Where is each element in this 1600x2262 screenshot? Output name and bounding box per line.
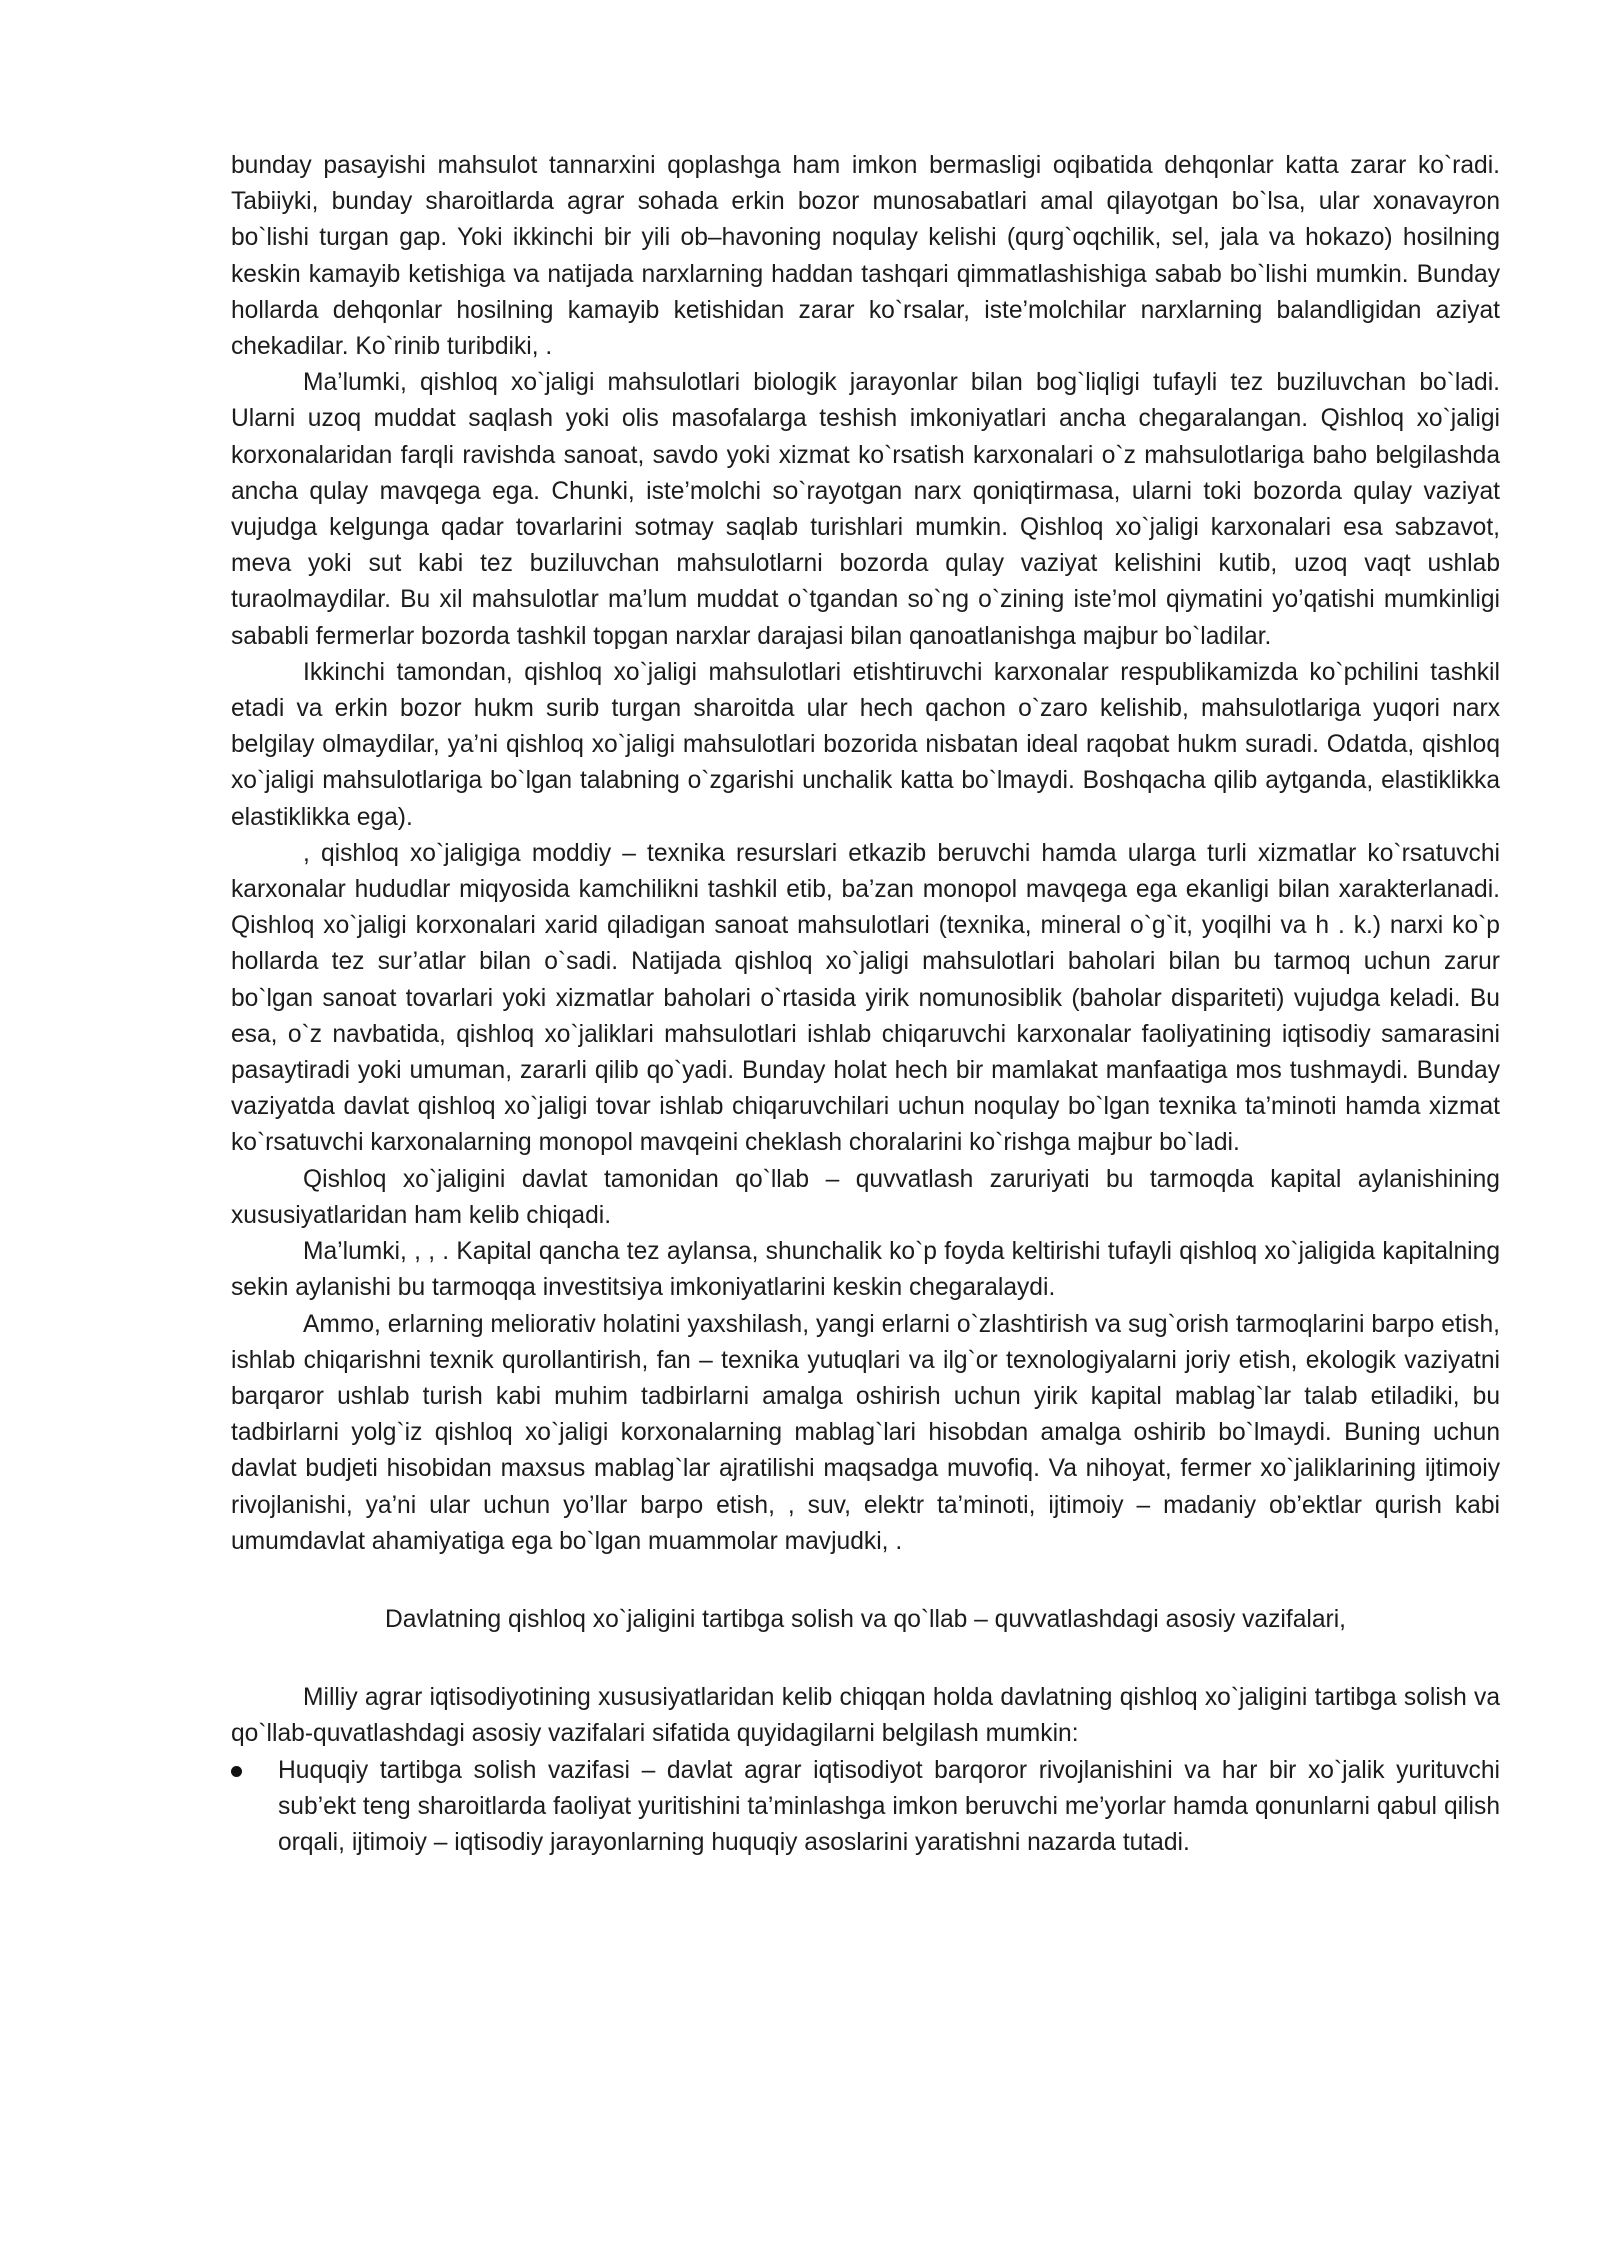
bullet-list-item bbox=[231, 1753, 1500, 1862]
bullet-list bbox=[231, 1753, 1500, 1862]
body-paragraph: Milliy agrar iqtisodiyotining xususiyatlaridan kelib chiqqan holda davlatning qishloq xo`jaligini tartibga solish va qo`llab-quvatlashdagi asosiy vazifalari sifatida quyidagilarni belgilash mumkin: bbox=[231, 1684, 1500, 1748]
body-paragraph: Ammo, erlarning meliorativ holatini yaxshilash, yangi erlarni o`zlashtirish va sug`orish tarmoqlarini barpo etish, ishlab chiqarishni texnik qurollantirish, fan – texnika yutuqlari va ilg`or texnologiyalarni joriy etish, ekologik vaziyatni barqaror ushlab turish kabi muhim tadbirlarni amalga oshirish uchun yirik kapital mablag`lar talab etiladiki, bu tadbirlarni yolg`iz qishloq xo`jaligi korxonalarning mablag`lari hisobdan amalga oshirib bo`lmaydi. Buning uchun davlat budjeti hisobidan maxsus mablag`lar ajratilishi maqsadga muvofiq. Va nihoyat, fermer xo`jaliklarining ijtimoiy rivojlanishi, ya’ni ular uchun yo’llar barpo etish, , suv, elektr ta’minoti, ijtimoiy – madaniy ob’ektlar qurish kabi umumdavlat ahamiyatiga ega bo`lgan muammolar mavjudki, . bbox=[231, 1310, 1500, 1555]
body-paragraph: Ikkinchi tamondan, qishloq xo`jaligi mahsulotlari etishtiruvchi karxonalar respublikamizda ko`pchilini tashkil etadi va erkin bozor hukm surib turgan sharoitda ular hech qachon o`zaro kelishib, mahsulotlariga yuqori narx belgilay olmaydilar, ya’ni qishloq xo`jaligi mahsulotlari bozorida nisbatan ideal raqobat hukm suradi. Odatda, qishloq xo`jaligi mahsulotlariga bo`lgan talabning o`zgarishi unchalik katta bo`lmaydi. Boshqacha qilib aytganda, elastiklikka elastiklikka ega). bbox=[231, 658, 1500, 831]
body-paragraph: bunday pasayishi mahsulot tannarxini qoplashga ham imkon bermasligi oqibatida dehqonlar katta zarar ko`radi. Tabiiyki, bunday sharoitlarda agrar sohada erkin bozor munosabatlari amal qilayotgan bo`lsa, ular xonavayron bo`lishi turgan gap. Yoki ikkinchi bir yili ob–havoning noqulay kelishi (qurg`oqchilik, sel, jala va hokazo) hosilning keskin kamayib ketishiga va natijada narxlarning haddan tashqari qimmatlashishiga sabab bo`lishi mumkin. Bunday hollarda dehqonlar hosilning kamayib ketishidan zarar ko`rsalar, iste’molchilar narxlarning balandligidan aziyat chekadilar. Ko`rinib turibdiki, . bbox=[231, 152, 1500, 361]
bullet-text: Huquqiy tartibga solish vazifasi – davlat agrar iqtisodiyot barqoror rivojlanishini va har bir xo`jalik yurituvchi sub’ekt teng sharoitlarda faoliyat yuritishini ta’minlashga imkon beruvchi me’yorlar hamda qonunlarni qabul qilish orqali, ijtimoiy – iqtisodiy jarayonlarning huquqiy asoslarini yaratishni nazarda tutadi. bbox=[278, 1756, 1500, 1856]
document-page bbox=[231, 148, 1500, 1861]
bullet-icon bbox=[231, 1766, 242, 1777]
body-paragraph: Qishloq xo`jaligini davlat tamonidan qo`llab – quvvatlash zaruriyati bu tarmoqda kapital aylanishining xususiyatlaridan ham kelib chiqadi. bbox=[231, 1165, 1500, 1229]
body-paragraph: Ma’lumki, qishloq xo`jaligi mahsulotlari biologik jarayonlar bilan bog`liqligi tufayli tez buziluvchan bo`ladi. Ularni uzoq muddat saqlash yoki olis masofalarga teshish imkoniyatlari ancha chegaralangan. Qishloq xo`jaligi korxonalaridan farqli ravishda sanoat, savdo yoki xizmat ko`rsatish karxonalari o`z mahsulotlariga baho belgilashda ancha qulay mavqega ega. Chunki, iste’molchi so`rayotgan narx qoniqtirmasa, ularni toki bozorda qulay vaziyat vujudga kelgunga qadar tovarlarini sotmay saqlab turishlari mumkin. Qishloq xo`jaligi karxonalari esa sabzavot, meva yoki sut kabi tez buziluvchan mahsulotlarni bozorda qulay vaziyat kelishini kutib, uzoq vaqt ushlab turaolmaydilar. Bu xil mahsulotlar ma’lum muddat o`tgandan so`ng o`zining iste’mol qiymatini yo’qatishi mumkinligi sababli fermerlar bozorda tashkil topgan narxlar darajasi bilan qanoatlanishga majbur bo`ladilar. bbox=[231, 369, 1500, 650]
body-paragraph: Ma’lumki, , , . Kapital qancha tez aylansa, shunchalik ko`p foyda keltirishi tufayli qishloq xo`jaligida kapitalning sekin aylanishi bu tarmoqqa investitsiya imkoniyatlarini keskin chegaralaydi. bbox=[231, 1238, 1500, 1302]
section-heading: Davlatning qishloq xo`jaligini tartibga solish va qo`llab – quvvatlashdagi asosiy vazifalari, bbox=[384, 1605, 1347, 1633]
body-paragraph: , qishloq xo`jaligiga moddiy – texnika resurslari etkazib beruvchi hamda ularga turli xizmatlar ko`rsatuvchi karxonalar hududlar miqyosida kamchilikni tashkil etib, ba’zan monopol mavqega ega ekanligi bilan xarakterlanadi. Qishloq xo`jaligi korxonalari xarid qiladigan sanoat mahsulotlari (texnika, mineral o`g`it, yoqilhi va h . k.) narxi ko`p hollarda tez sur’atlar bilan o`sadi. Natijada qishloq xo`jaligi mahsulotlari baholari bilan bu tarmoq uchun zarur bo`lgan sanoat tovarlari yoki xizmatlar baholari o`rtasida yirik nomunosiblik (baholar dispariteti) vujudga keladi. Bu esa, o`z navbatida, qishloq xo`jaliklari mahsulotlari ishlab chiqaruvchi karxonalar faoliyatining iqtisodiy samarasini pasaytiradi yoki umuman, zararli qilib qo`yadi. Bunday holat hech bir mamlakat manfaatiga mos tushmaydi. Bunday vaziyatda davlat qishloq xo`jaligi tovar ishlab chiqaruvchilari uchun noqulay bo`lgan texnika ta’minoti hamda xizmat ko`rsatuvchi karxonalarning monopol mavqeini cheklash choralarini ko`rishga majbur bo`ladi. bbox=[231, 839, 1500, 1157]
